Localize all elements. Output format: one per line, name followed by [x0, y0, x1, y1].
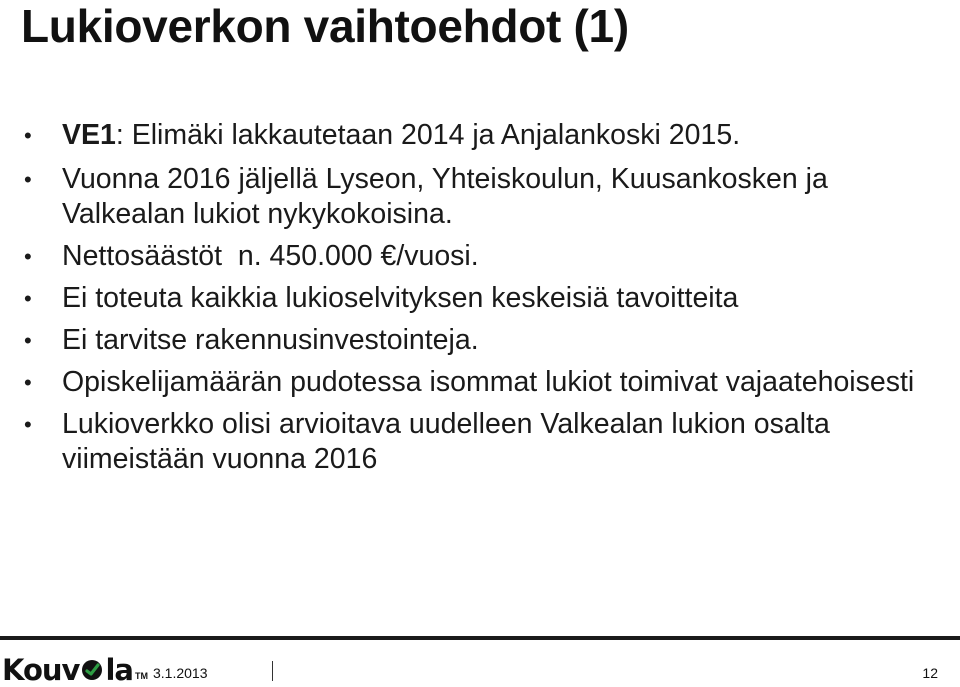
bullet-text: Nettosäästöt n. 450.000 €/vuosi.	[62, 240, 479, 272]
slide-title: Lukioverkon vaihtoehdot (1)	[21, 0, 629, 52]
bullet-item	[24, 323, 944, 358]
logo-text-end: la	[105, 653, 133, 687]
bullet-item	[24, 281, 944, 316]
footer-date: 3.1.2013	[153, 665, 208, 681]
kouvola-logo	[2, 653, 148, 685]
bullet-dot: •	[24, 244, 32, 269]
bullet-dot: •	[24, 328, 32, 353]
bullet-text: Ei toteuta kaikkia lukioselvityksen keskeisiä tavoitteita	[62, 282, 739, 314]
bullet-item	[24, 162, 944, 232]
bullet-dot: •	[24, 167, 32, 192]
logo-trademark: TM	[134, 671, 148, 681]
bullet-item	[24, 118, 944, 153]
bullet-dot: •	[24, 412, 32, 437]
bullet-dot: •	[24, 123, 32, 148]
page-number: 12	[922, 665, 938, 681]
bullet-item	[24, 365, 944, 400]
bullet-bold-label: VE1	[62, 119, 116, 151]
bullet-text: Lukioverkko olisi arvioitava uudelleen Valkealan lukion osalta viimeistään vuonna 2016	[62, 408, 830, 475]
bullet-text: Opiskelijamäärän pudotessa isommat lukiot toimivat vajaatehoisesti	[62, 366, 915, 398]
bullet-list	[24, 118, 944, 477]
bullet-dot: •	[24, 286, 32, 311]
bullet-text: Ei tarvitse rakennusinvestointeja.	[62, 324, 479, 356]
footer-divider	[0, 636, 960, 640]
bullet-item	[24, 239, 944, 274]
bullet-text: : Elimäki lakkautetaan 2014 ja Anjalankoski 2015.	[115, 119, 741, 151]
bullet-item	[24, 407, 944, 477]
bullet-text: Vuonna 2016 jäljellä Lyseon, Yhteiskoulun, Kuusankosken ja Valkealan lukiot nykykokoisina.	[62, 163, 828, 230]
logo-text-start: Kouv	[2, 653, 80, 687]
bullet-dot: •	[24, 370, 32, 395]
leaf-o-icon	[80, 658, 104, 682]
footer-separator	[272, 661, 273, 681]
